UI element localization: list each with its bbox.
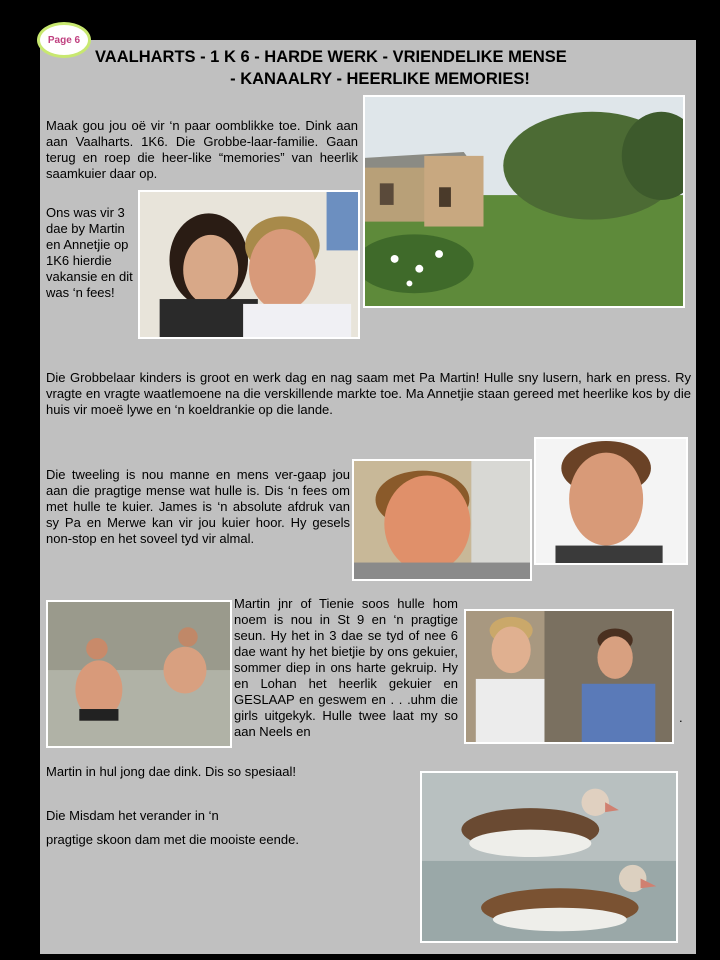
title-line-2: - KANAALRY - HEERLIKE MEMORIES! <box>230 70 530 88</box>
twin-photo-merwe <box>534 437 688 565</box>
dam-line-1: Die Misdam het verander in ‘n <box>46 808 219 823</box>
page-badge: Page 6 <box>37 22 91 58</box>
twins-paragraph: Die tweeling is nou manne en mens ver-gaap jou aan die pragtige mense wat hulle is. Dis ‘n fees om met hulle te kuier. James is ‘n absolute afdruk van sy Pa en Merwe kan vir jou kuier hoor. Hy gesels non-stop en het soveel tyd vir almal. <box>46 467 350 546</box>
martin-jnr-paragraph: Martin jnr of Tienie soos hulle hom noem is nou in St 9 en ‘n pragtige seun. Hy het in 3 dae se tyd of nee 6 dae want hy het bietjie by ons gekuier, sommer diep in ons harte gekruip. Hy en Lohan het heerlik gekuier en GESLAAP en geswem en . . .uhm die girls uitgekyk. Hulle twee laat my so aan Neels en <box>234 596 458 739</box>
work-paragraph: Die Grobbelaar kinders is groot en werk dag en nag saam met Pa Martin! Hulle sny lusern, hark en press. Ry vragte en vragte waatlemoene na die verskillende markte toe. Ma Annetjie staan gereed met heerlike kos by die huis vir moeë lywe en ‘n koeldrankie op die lande. <box>46 370 691 417</box>
page-title <box>95 46 685 90</box>
twin-photo-james <box>352 459 532 581</box>
martin-jnr-paragraph-end: Martin in hul jong dae dink. Dis so spesiaal! <box>46 764 297 779</box>
dam-line-2: pragtige skoon dam met die mooiste eende. <box>46 832 299 847</box>
intro-paragraph: Maak gou jou oë vir ‘n paar oomblikke toe. Dink aan aan Vaalharts. 1K6. Die Grobbe-laar-familie. Gaan terug en roep die heer-like “memories” van heerlik saamkuier daar op. <box>46 118 358 181</box>
visit-paragraph: Ons was vir 3 dae by Martin en Annetjie op 1K6 hierdie vakansie en dit was ‘n fees! <box>46 205 133 300</box>
swimming-photo <box>46 600 232 748</box>
couple-photo <box>138 190 360 339</box>
farmhouse-photo <box>363 95 685 308</box>
stray-dot: . <box>679 710 683 725</box>
ducks-photo <box>420 771 678 943</box>
title-line-1: VAALHARTS - 1 K 6 - HARDE WERK - VRIENDELIKE MENSE <box>95 48 567 66</box>
martin-lohan-photo <box>464 609 674 744</box>
